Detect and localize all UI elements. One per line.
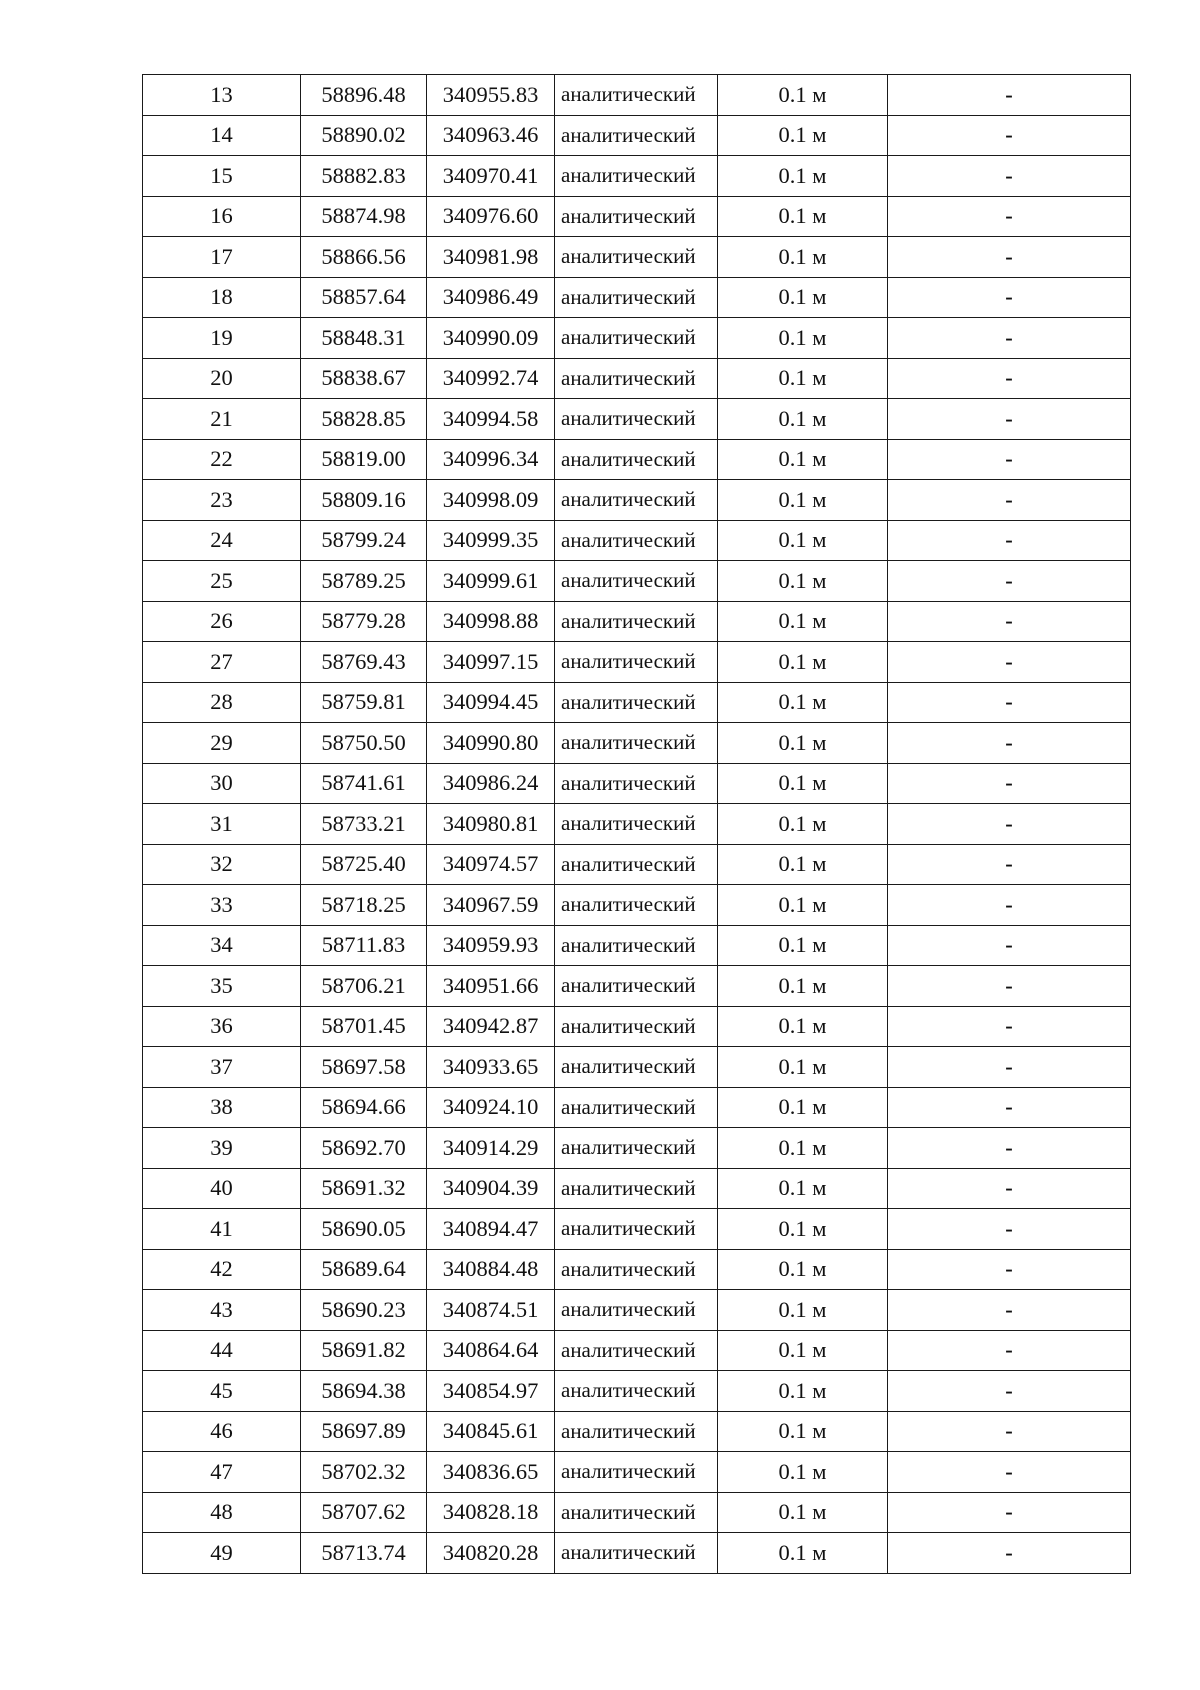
- note-cell: -: [888, 1452, 1131, 1493]
- method-cell: аналитический: [555, 1290, 718, 1331]
- method-cell: аналитический: [555, 1209, 718, 1250]
- table-row: [143, 925, 1131, 966]
- point-number-cell: 39: [143, 1128, 301, 1169]
- accuracy-cell: 0.1 м: [718, 520, 888, 561]
- method-cell: аналитический: [555, 723, 718, 764]
- y-coordinate-cell: 340959.93: [427, 925, 555, 966]
- y-coordinate-cell: 340998.09: [427, 480, 555, 521]
- x-coordinate-cell: 58857.64: [301, 277, 427, 318]
- method-cell: аналитический: [555, 1533, 718, 1574]
- note-cell: -: [888, 358, 1131, 399]
- table-row: [143, 480, 1131, 521]
- accuracy-cell: 0.1 м: [718, 1290, 888, 1331]
- method-cell: аналитический: [555, 844, 718, 885]
- method-cell: аналитический: [555, 642, 718, 683]
- accuracy-cell: 0.1 м: [718, 358, 888, 399]
- y-coordinate-cell: 340998.88: [427, 601, 555, 642]
- point-number-cell: 32: [143, 844, 301, 885]
- y-coordinate-cell: 340986.49: [427, 277, 555, 318]
- accuracy-cell: 0.1 м: [718, 966, 888, 1007]
- x-coordinate-cell: 58711.83: [301, 925, 427, 966]
- method-cell: аналитический: [555, 1087, 718, 1128]
- method-cell: аналитический: [555, 1452, 718, 1493]
- note-cell: -: [888, 156, 1131, 197]
- y-coordinate-cell: 340884.48: [427, 1249, 555, 1290]
- point-number-cell: 16: [143, 196, 301, 237]
- accuracy-cell: 0.1 м: [718, 1492, 888, 1533]
- method-cell: аналитический: [555, 1128, 718, 1169]
- accuracy-cell: 0.1 м: [718, 1411, 888, 1452]
- point-number-cell: 34: [143, 925, 301, 966]
- accuracy-cell: 0.1 м: [718, 1168, 888, 1209]
- accuracy-cell: 0.1 м: [718, 237, 888, 278]
- point-number-cell: 28: [143, 682, 301, 723]
- point-number-cell: 26: [143, 601, 301, 642]
- point-number-cell: 44: [143, 1330, 301, 1371]
- note-cell: -: [888, 966, 1131, 1007]
- point-number-cell: 49: [143, 1533, 301, 1574]
- y-coordinate-cell: 340992.74: [427, 358, 555, 399]
- y-coordinate-cell: 340854.97: [427, 1371, 555, 1412]
- coordinates-table: [142, 74, 1131, 1574]
- method-cell: аналитический: [555, 885, 718, 926]
- point-number-cell: 37: [143, 1047, 301, 1088]
- y-coordinate-cell: 340828.18: [427, 1492, 555, 1533]
- accuracy-cell: 0.1 м: [718, 439, 888, 480]
- accuracy-cell: 0.1 м: [718, 1128, 888, 1169]
- note-cell: -: [888, 115, 1131, 156]
- x-coordinate-cell: 58828.85: [301, 399, 427, 440]
- table-row: [143, 1168, 1131, 1209]
- table-row: [143, 115, 1131, 156]
- x-coordinate-cell: 58759.81: [301, 682, 427, 723]
- x-coordinate-cell: 58691.32: [301, 1168, 427, 1209]
- x-coordinate-cell: 58697.58: [301, 1047, 427, 1088]
- point-number-cell: 15: [143, 156, 301, 197]
- note-cell: -: [888, 601, 1131, 642]
- table-row: [143, 1533, 1131, 1574]
- point-number-cell: 22: [143, 439, 301, 480]
- x-coordinate-cell: 58694.38: [301, 1371, 427, 1412]
- method-cell: аналитический: [555, 1492, 718, 1533]
- x-coordinate-cell: 58789.25: [301, 561, 427, 602]
- table-row: [143, 763, 1131, 804]
- table-row: [143, 1209, 1131, 1250]
- method-cell: аналитический: [555, 237, 718, 278]
- note-cell: -: [888, 480, 1131, 521]
- note-cell: -: [888, 804, 1131, 845]
- table-row: [143, 156, 1131, 197]
- point-number-cell: 36: [143, 1006, 301, 1047]
- note-cell: -: [888, 1087, 1131, 1128]
- accuracy-cell: 0.1 м: [718, 1533, 888, 1574]
- point-number-cell: 20: [143, 358, 301, 399]
- coordinates-table-body: [143, 75, 1131, 1574]
- y-coordinate-cell: 340942.87: [427, 1006, 555, 1047]
- point-number-cell: 25: [143, 561, 301, 602]
- point-number-cell: 33: [143, 885, 301, 926]
- method-cell: аналитический: [555, 804, 718, 845]
- method-cell: аналитический: [555, 115, 718, 156]
- method-cell: аналитический: [555, 1168, 718, 1209]
- method-cell: аналитический: [555, 1006, 718, 1047]
- method-cell: аналитический: [555, 75, 718, 116]
- accuracy-cell: 0.1 м: [718, 763, 888, 804]
- x-coordinate-cell: 58819.00: [301, 439, 427, 480]
- table-row: [143, 682, 1131, 723]
- point-number-cell: 45: [143, 1371, 301, 1412]
- x-coordinate-cell: 58702.32: [301, 1452, 427, 1493]
- y-coordinate-cell: 340820.28: [427, 1533, 555, 1574]
- note-cell: -: [888, 1168, 1131, 1209]
- x-coordinate-cell: 58718.25: [301, 885, 427, 926]
- method-cell: аналитический: [555, 1249, 718, 1290]
- accuracy-cell: 0.1 м: [718, 601, 888, 642]
- point-number-cell: 31: [143, 804, 301, 845]
- x-coordinate-cell: 58690.05: [301, 1209, 427, 1250]
- y-coordinate-cell: 340924.10: [427, 1087, 555, 1128]
- note-cell: -: [888, 885, 1131, 926]
- note-cell: -: [888, 763, 1131, 804]
- table-row: [143, 1290, 1131, 1331]
- table-row: [143, 1411, 1131, 1452]
- x-coordinate-cell: 58769.43: [301, 642, 427, 683]
- y-coordinate-cell: 340933.65: [427, 1047, 555, 1088]
- accuracy-cell: 0.1 м: [718, 1087, 888, 1128]
- note-cell: -: [888, 237, 1131, 278]
- x-coordinate-cell: 58706.21: [301, 966, 427, 1007]
- x-coordinate-cell: 58750.50: [301, 723, 427, 764]
- point-number-cell: 18: [143, 277, 301, 318]
- x-coordinate-cell: 58707.62: [301, 1492, 427, 1533]
- method-cell: аналитический: [555, 358, 718, 399]
- accuracy-cell: 0.1 м: [718, 1371, 888, 1412]
- table-row: [143, 1492, 1131, 1533]
- note-cell: -: [888, 1371, 1131, 1412]
- x-coordinate-cell: 58694.66: [301, 1087, 427, 1128]
- accuracy-cell: 0.1 м: [718, 156, 888, 197]
- method-cell: аналитический: [555, 1411, 718, 1452]
- accuracy-cell: 0.1 м: [718, 1209, 888, 1250]
- method-cell: аналитический: [555, 439, 718, 480]
- note-cell: -: [888, 439, 1131, 480]
- note-cell: -: [888, 75, 1131, 116]
- y-coordinate-cell: 340994.45: [427, 682, 555, 723]
- table-row: [143, 723, 1131, 764]
- note-cell: -: [888, 1128, 1131, 1169]
- table-row: [143, 75, 1131, 116]
- accuracy-cell: 0.1 м: [718, 1330, 888, 1371]
- method-cell: аналитический: [555, 480, 718, 521]
- note-cell: -: [888, 1047, 1131, 1088]
- point-number-cell: 40: [143, 1168, 301, 1209]
- table-row: [143, 318, 1131, 359]
- y-coordinate-cell: 340845.61: [427, 1411, 555, 1452]
- point-number-cell: 41: [143, 1209, 301, 1250]
- y-coordinate-cell: 340994.58: [427, 399, 555, 440]
- method-cell: аналитический: [555, 156, 718, 197]
- table-row: [143, 601, 1131, 642]
- point-number-cell: 46: [143, 1411, 301, 1452]
- y-coordinate-cell: 340864.64: [427, 1330, 555, 1371]
- accuracy-cell: 0.1 м: [718, 1452, 888, 1493]
- x-coordinate-cell: 58692.70: [301, 1128, 427, 1169]
- x-coordinate-cell: 58690.23: [301, 1290, 427, 1331]
- note-cell: -: [888, 925, 1131, 966]
- x-coordinate-cell: 58741.61: [301, 763, 427, 804]
- note-cell: -: [888, 561, 1131, 602]
- method-cell: аналитический: [555, 1371, 718, 1412]
- accuracy-cell: 0.1 м: [718, 804, 888, 845]
- table-row: [143, 439, 1131, 480]
- y-coordinate-cell: 340951.66: [427, 966, 555, 1007]
- accuracy-cell: 0.1 м: [718, 844, 888, 885]
- y-coordinate-cell: 340967.59: [427, 885, 555, 926]
- y-coordinate-cell: 340990.09: [427, 318, 555, 359]
- point-number-cell: 42: [143, 1249, 301, 1290]
- accuracy-cell: 0.1 м: [718, 1006, 888, 1047]
- y-coordinate-cell: 340904.39: [427, 1168, 555, 1209]
- accuracy-cell: 0.1 м: [718, 277, 888, 318]
- point-number-cell: 48: [143, 1492, 301, 1533]
- x-coordinate-cell: 58725.40: [301, 844, 427, 885]
- table-row: [143, 1249, 1131, 1290]
- y-coordinate-cell: 340999.61: [427, 561, 555, 602]
- table-row: [143, 358, 1131, 399]
- x-coordinate-cell: 58701.45: [301, 1006, 427, 1047]
- y-coordinate-cell: 340874.51: [427, 1290, 555, 1331]
- y-coordinate-cell: 340970.41: [427, 156, 555, 197]
- table-row: [143, 642, 1131, 683]
- x-coordinate-cell: 58697.89: [301, 1411, 427, 1452]
- x-coordinate-cell: 58799.24: [301, 520, 427, 561]
- note-cell: -: [888, 723, 1131, 764]
- point-number-cell: 13: [143, 75, 301, 116]
- y-coordinate-cell: 340980.81: [427, 804, 555, 845]
- x-coordinate-cell: 58733.21: [301, 804, 427, 845]
- method-cell: аналитический: [555, 966, 718, 1007]
- y-coordinate-cell: 340997.15: [427, 642, 555, 683]
- note-cell: -: [888, 277, 1131, 318]
- table-row: [143, 561, 1131, 602]
- x-coordinate-cell: 58874.98: [301, 196, 427, 237]
- x-coordinate-cell: 58838.67: [301, 358, 427, 399]
- accuracy-cell: 0.1 м: [718, 318, 888, 359]
- note-cell: -: [888, 1533, 1131, 1574]
- point-number-cell: 27: [143, 642, 301, 683]
- point-number-cell: 14: [143, 115, 301, 156]
- note-cell: -: [888, 1492, 1131, 1533]
- y-coordinate-cell: 340894.47: [427, 1209, 555, 1250]
- note-cell: -: [888, 844, 1131, 885]
- accuracy-cell: 0.1 м: [718, 723, 888, 764]
- accuracy-cell: 0.1 м: [718, 196, 888, 237]
- note-cell: -: [888, 1290, 1131, 1331]
- method-cell: аналитический: [555, 925, 718, 966]
- note-cell: -: [888, 1209, 1131, 1250]
- x-coordinate-cell: 58866.56: [301, 237, 427, 278]
- table-row: [143, 885, 1131, 926]
- table-row: [143, 520, 1131, 561]
- method-cell: аналитический: [555, 277, 718, 318]
- x-coordinate-cell: 58896.48: [301, 75, 427, 116]
- point-number-cell: 24: [143, 520, 301, 561]
- point-number-cell: 35: [143, 966, 301, 1007]
- x-coordinate-cell: 58890.02: [301, 115, 427, 156]
- accuracy-cell: 0.1 м: [718, 480, 888, 521]
- note-cell: -: [888, 318, 1131, 359]
- method-cell: аналитический: [555, 318, 718, 359]
- y-coordinate-cell: 340990.80: [427, 723, 555, 764]
- x-coordinate-cell: 58809.16: [301, 480, 427, 521]
- note-cell: -: [888, 196, 1131, 237]
- method-cell: аналитический: [555, 196, 718, 237]
- accuracy-cell: 0.1 м: [718, 399, 888, 440]
- point-number-cell: 29: [143, 723, 301, 764]
- note-cell: -: [888, 520, 1131, 561]
- point-number-cell: 30: [143, 763, 301, 804]
- x-coordinate-cell: 58882.83: [301, 156, 427, 197]
- accuracy-cell: 0.1 м: [718, 561, 888, 602]
- note-cell: -: [888, 1330, 1131, 1371]
- note-cell: -: [888, 399, 1131, 440]
- y-coordinate-cell: 340981.98: [427, 237, 555, 278]
- table-row: [143, 804, 1131, 845]
- table-row: [143, 237, 1131, 278]
- point-number-cell: 21: [143, 399, 301, 440]
- note-cell: -: [888, 1411, 1131, 1452]
- note-cell: -: [888, 1006, 1131, 1047]
- point-number-cell: 19: [143, 318, 301, 359]
- note-cell: -: [888, 1249, 1131, 1290]
- table-row: [143, 1128, 1131, 1169]
- method-cell: аналитический: [555, 1330, 718, 1371]
- point-number-cell: 47: [143, 1452, 301, 1493]
- table-row: [143, 196, 1131, 237]
- y-coordinate-cell: 340986.24: [427, 763, 555, 804]
- table-row: [143, 844, 1131, 885]
- point-number-cell: 17: [143, 237, 301, 278]
- accuracy-cell: 0.1 м: [718, 642, 888, 683]
- y-coordinate-cell: 340999.35: [427, 520, 555, 561]
- table-row: [143, 1006, 1131, 1047]
- method-cell: аналитический: [555, 601, 718, 642]
- note-cell: -: [888, 642, 1131, 683]
- x-coordinate-cell: 58691.82: [301, 1330, 427, 1371]
- table-row: [143, 277, 1131, 318]
- table-row: [143, 1452, 1131, 1493]
- x-coordinate-cell: 58689.64: [301, 1249, 427, 1290]
- accuracy-cell: 0.1 м: [718, 115, 888, 156]
- method-cell: аналитический: [555, 520, 718, 561]
- y-coordinate-cell: 340836.65: [427, 1452, 555, 1493]
- table-row: [143, 966, 1131, 1007]
- note-cell: -: [888, 682, 1131, 723]
- method-cell: аналитический: [555, 561, 718, 602]
- accuracy-cell: 0.1 м: [718, 885, 888, 926]
- point-number-cell: 38: [143, 1087, 301, 1128]
- y-coordinate-cell: 340914.29: [427, 1128, 555, 1169]
- accuracy-cell: 0.1 м: [718, 1047, 888, 1088]
- table-row: [143, 1087, 1131, 1128]
- y-coordinate-cell: 340963.46: [427, 115, 555, 156]
- x-coordinate-cell: 58713.74: [301, 1533, 427, 1574]
- table-row: [143, 1330, 1131, 1371]
- point-number-cell: 23: [143, 480, 301, 521]
- y-coordinate-cell: 340974.57: [427, 844, 555, 885]
- accuracy-cell: 0.1 м: [718, 75, 888, 116]
- accuracy-cell: 0.1 м: [718, 682, 888, 723]
- point-number-cell: 43: [143, 1290, 301, 1331]
- accuracy-cell: 0.1 м: [718, 925, 888, 966]
- method-cell: аналитический: [555, 1047, 718, 1088]
- x-coordinate-cell: 58779.28: [301, 601, 427, 642]
- table-row: [143, 399, 1131, 440]
- y-coordinate-cell: 340976.60: [427, 196, 555, 237]
- method-cell: аналитический: [555, 682, 718, 723]
- method-cell: аналитический: [555, 763, 718, 804]
- y-coordinate-cell: 340955.83: [427, 75, 555, 116]
- accuracy-cell: 0.1 м: [718, 1249, 888, 1290]
- method-cell: аналитический: [555, 399, 718, 440]
- table-row: [143, 1371, 1131, 1412]
- x-coordinate-cell: 58848.31: [301, 318, 427, 359]
- table-row: [143, 1047, 1131, 1088]
- y-coordinate-cell: 340996.34: [427, 439, 555, 480]
